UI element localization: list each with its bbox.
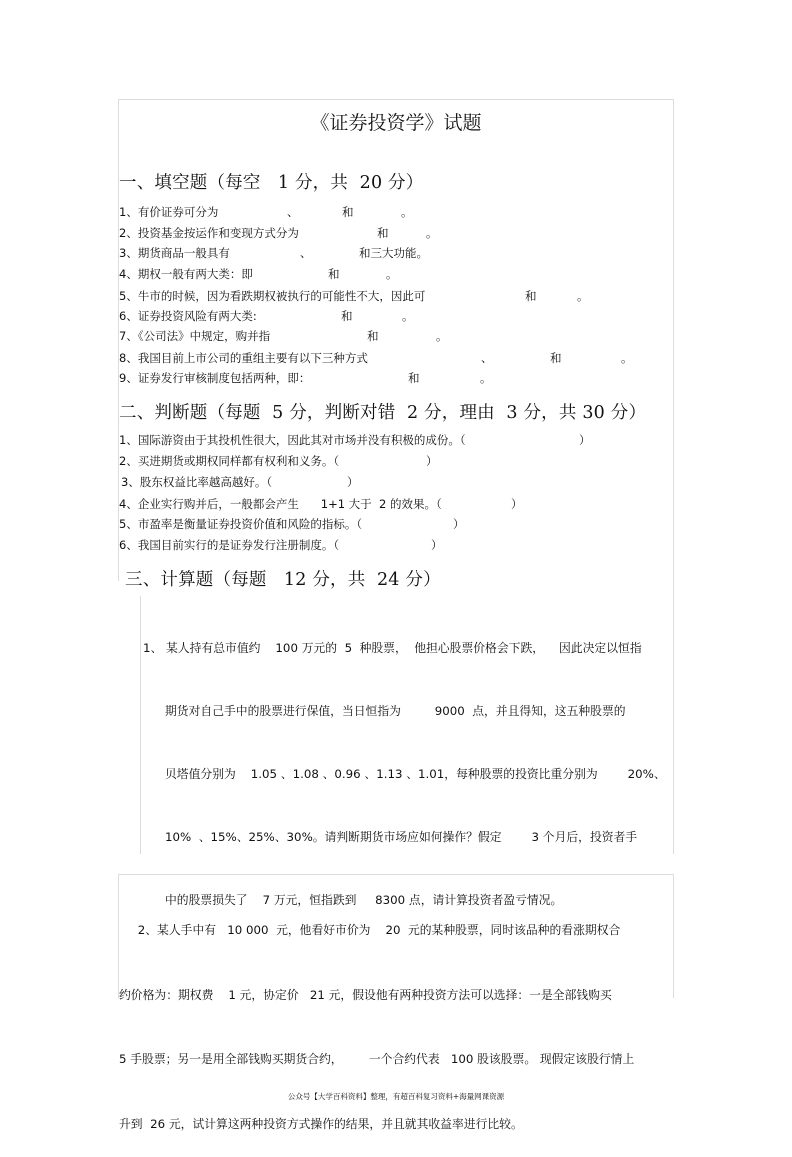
section2-heading: 二、判断题（每题 5 分，判断对错 2 分，理由 3 分，共 30 分） xyxy=(119,403,647,423)
q2-line-3: 5 手股票；另一是用全部钱购买期货合约， 一个合约代表 100 股该股票。 现假定该股行情上 xyxy=(119,1052,635,1066)
q2-line-2: 约价格为：期权费 1 元，协定价 21 元，假设他有两种投资方法可以选择：一是全部钱购买 xyxy=(119,987,612,1002)
q1-line-3: 贝塔值分别为 1.05 、1.08 、0.96 、1.13 、1.01，每种股票的投资比重分别为 20%、 xyxy=(165,767,666,781)
q1-line-2: 期货对自己手中的股票进行保值，当日恒指为 9000 点，并且得知，这五种股票的 xyxy=(165,704,626,718)
footer-note: 公众号【大学百科资料】整理，有超百科复习资料+海量网课资源 xyxy=(287,1092,505,1101)
page-border-left-lower xyxy=(140,596,141,854)
q2-line-4: 升到 26 元，试计算这两种投资方式操作的结果，并且就其收益率进行比较。 xyxy=(119,1116,523,1131)
section3-heading: 三、计算题（每题 12 分，共 24 分） xyxy=(125,570,441,590)
q2-line-1: 2、某人手中有 10 000 元，他看好市价为 20 元的某种股票，同时该品种的看涨期权合 xyxy=(119,923,621,937)
q1-line-4: 10% 、15%、25%、30%。请判断期货市场应如何操作？假定 3 个月后，投资者手 xyxy=(165,830,638,844)
page2-border-right xyxy=(673,874,674,998)
exam-title: 《证券投资学》试题 xyxy=(310,112,482,134)
q1-line-5: 中的股票损失了 7 万元，恒指跌到 8300 点，请计算投资者盈亏情况。 xyxy=(165,893,563,907)
page-border-right xyxy=(673,99,674,854)
page-border-top xyxy=(118,99,674,100)
calc-question-2 xyxy=(119,877,634,1157)
q1-line-1: 1、 某人持有总市值约 100 万元的 5 种股票， 他担心股票价格会下跌， 因此决定以恒指 xyxy=(143,641,642,655)
section1-heading: 一、填空题（每空 1 分，共 20 分） xyxy=(119,173,424,193)
